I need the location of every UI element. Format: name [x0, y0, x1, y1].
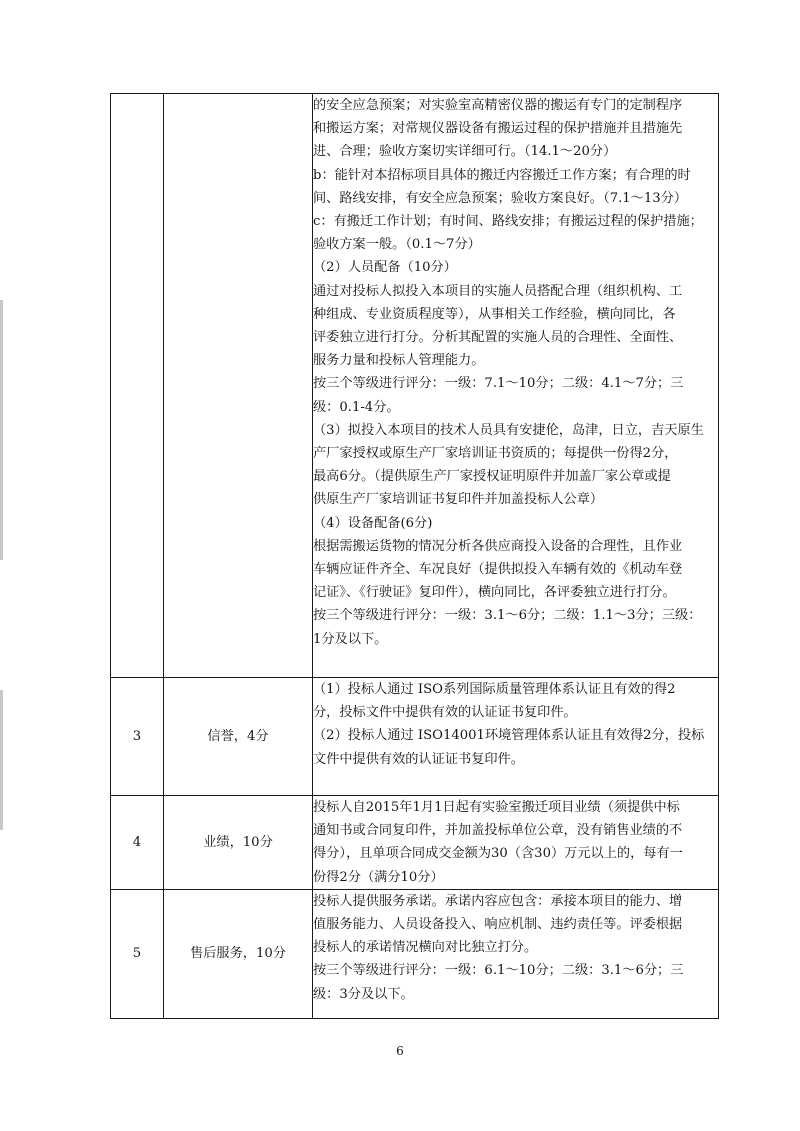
scoring-item-cell: 业绩，10分	[164, 796, 313, 890]
criteria-line: 供原生产厂家培训证书复印件并加盖投标人公章）	[313, 492, 604, 508]
criteria-line: b：能针对本招标项目具体的搬迁内容搬迁工作方案；有合理的时	[313, 167, 691, 183]
criteria-line: 按三个等级进行评分：一级：6.1～10分；二级：3.1～6分；三	[313, 963, 684, 979]
scoring-criteria-cell	[313, 94, 719, 678]
criteria-line: 投标人自2015年1月1日起有实验室搬迁项目业绩（须提供中标	[313, 800, 680, 815]
criteria-line: （3）拟投入本项目的技术人员具有安捷伦，岛津，日立，吉天原生	[313, 422, 704, 438]
criteria-line: 种组成、专业资质程度等），从事相关工作经验，横向同比，各	[313, 306, 676, 322]
criteria-line: 1分及以下。	[313, 631, 388, 647]
scan-edge-mark	[0, 690, 3, 830]
criteria-line: 根据需搬运货物的情况分析各供应商投入设备的合理性，且作业	[313, 538, 683, 554]
criteria-line: 文件中提供有效的认证证书复印件。	[313, 751, 524, 767]
criteria-line: 分，投标文件中提供有效的认证证书复印件。	[313, 705, 577, 721]
row-number-cell: 5	[111, 889, 164, 1018]
criteria-line: 得分），且单项合同成交金额为30（含30）万元以上的，每有一	[313, 846, 683, 862]
criteria-line: 的安全应急预案；对实验室高精密仪器的搬运有专门的定制程序	[313, 98, 683, 113]
criteria-line: 投标人提供服务承诺。承诺内容应包含：承接本项目的能力、增	[313, 893, 683, 909]
criteria-line: 服务力量和投标人管理能力。	[313, 353, 485, 369]
page-number: 6	[396, 1044, 404, 1058]
scoring-criteria-cell	[313, 796, 719, 890]
criteria-line: 级：0.1-4分。	[313, 399, 400, 415]
table-row	[111, 889, 719, 1018]
criteria-line: （2）人员配备（10分）	[313, 260, 457, 276]
scoring-criteria-cell	[313, 889, 719, 1018]
scoring-table	[110, 93, 719, 1019]
criteria-line: 评委独立进行打分。分析其配置的实施人员的合理性、全面性、	[313, 330, 683, 346]
scoring-criteria-cell	[313, 678, 719, 796]
scoring-item-cell: 售后服务，10分	[164, 889, 313, 1018]
criteria-line: 按三个等级进行评分：一级：3.1～6分；二级：1.1～3分；三级：	[313, 608, 702, 624]
criteria-line: 进、合理；验收方案切实详细可行。（14.1～20分）	[313, 144, 617, 160]
row-number-cell: 3	[111, 678, 164, 796]
criteria-line: 投标人的承诺情况横向对比独立打分。	[313, 940, 538, 956]
criteria-line: （1）投标人通过 ISO系列国际质量管理体系认证且有效的得2	[313, 682, 676, 697]
criteria-line: 间、路线安排，有安全应急预案；验收方案良好。（7.1～13分）	[313, 190, 688, 206]
criteria-line: 和搬运方案；对常规仪器设备有搬运过程的保护措施并且措施先	[313, 121, 683, 137]
scoring-item-cell	[164, 94, 313, 678]
criteria-line: 通过对投标人拟投入本项目的实施人员搭配合理（组织机构、工	[313, 283, 683, 299]
row-number-cell: 4	[111, 796, 164, 890]
scoring-item-cell: 信誉，4分	[164, 678, 313, 796]
criteria-line: 记证》、《行驶证》复印件），横向同比，各评委独立进行打分。	[313, 585, 676, 601]
table-row	[111, 94, 719, 678]
criteria-line: 值服务能力、人员设备投入、响应机制、违约责任等。评委根据	[313, 917, 683, 933]
criteria-line: 通知书或合同复印件，并加盖投标单位公章，没有销售业绩的不	[313, 823, 683, 839]
table-row	[111, 678, 719, 796]
criteria-line: （2）投标人通过 ISO14001环境管理体系认证且有效得2分，投标	[313, 728, 705, 744]
scan-edge-mark	[0, 300, 3, 560]
row-number-cell	[111, 94, 164, 678]
criteria-line: 产厂家授权或原生产厂家培训证书资质的；每提供一份得2分，	[313, 446, 678, 462]
criteria-line: 车辆应证件齐全、车况良好（提供拟投入车辆有效的《机动车登	[313, 562, 683, 578]
criteria-line: 份得2分（满分10分）	[313, 869, 444, 885]
scoring-table-body	[111, 94, 719, 1019]
criteria-line: 验收方案一般。（0.1～7分）	[313, 237, 481, 253]
criteria-line: 级：3分及以下。	[313, 986, 414, 1002]
criteria-line: 最高6分。（提供原生产厂家授权证明原件并加盖厂家公章或提	[313, 469, 671, 485]
criteria-line: 按三个等级进行评分：一级：7.1～10分；二级：4.1～7分；三	[313, 376, 684, 392]
table-row	[111, 796, 719, 890]
criteria-line: （4）设备配备(6分)	[313, 515, 433, 531]
criteria-line: c：有搬迁工作计划；有时间、路线安排；有搬运过程的保护措施；	[313, 214, 703, 230]
